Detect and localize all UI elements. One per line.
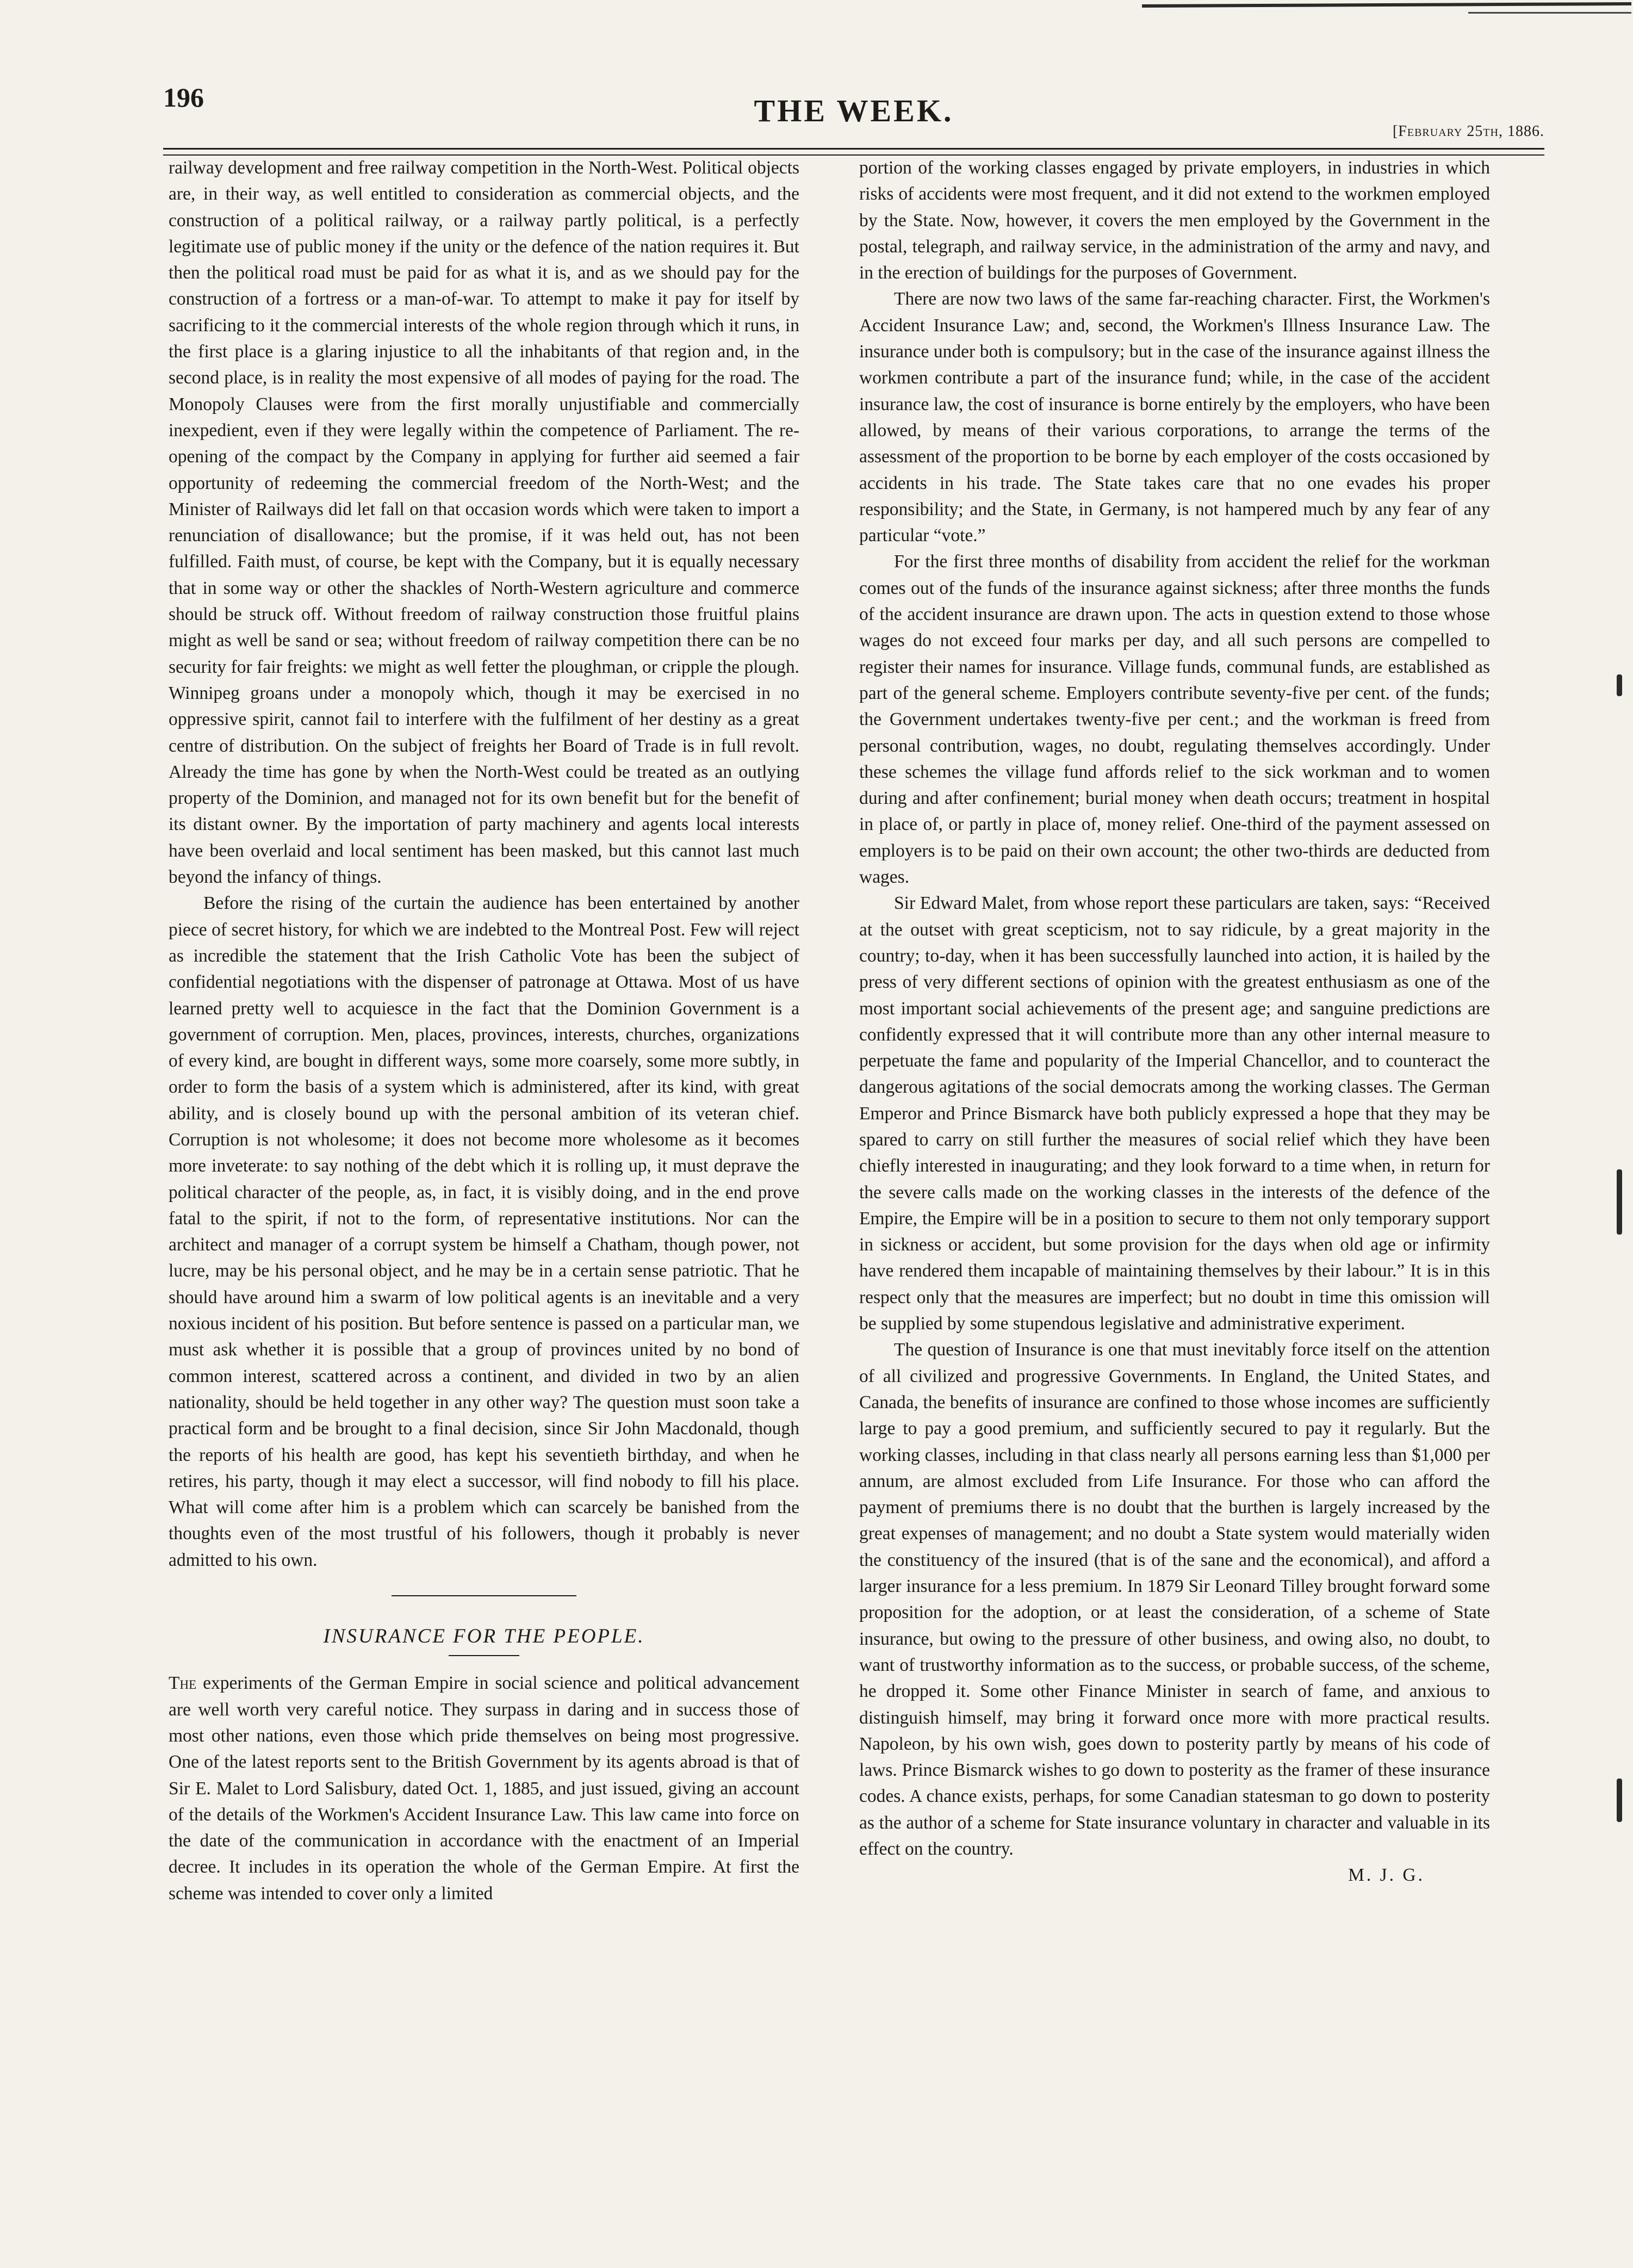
right-paragraph-3: For the first three months of disability from accident the relief for the workman comes out of the funds of the insurance against sickness; after three months the funds of the accident insurance are drawn upon. The acts in question extend to those whose wages do not exceed four marks per day, and all such persons are compelled to register their names for insurance. Village funds, communal funds, are established as part of the general scheme. Employers contribute seventy-five per cent. of the funds; the Government undertakes twenty-five per cent.; and the workman is freed from personal contribution, wages, no doubt, regulating themselves accordingly. Under these schemes the village fund affords relief to the sick workman and to women during and after confinement; burial money when death occurs; treatment in hospital in place of, or partly in place of, money relief. One-third of the payment assessed on employers is to be paid on their own account; the other two-thirds are deducted from wages. — [859, 551, 1490, 888]
left-paragraph-2: Before the rising of the curtain the audience has been entertained by another piece of secret history, for which we are indebted to the Montreal Post. Few will reject as incredible the statement that the Irish Catholic Vote has been the subject of confidential negotiations with the dispenser of patronage at Ottawa. Most of us have learned pretty well to acquiesce in the fact that the Dominion Government is a government of corruption. Men, places, provinces, interests, churches, organizations of every kind, are bought in different ways, some more coarsely, some more subtly, in order to form the basis of a system which is administered, after its kind, with great ability, and is closely bound up with the personal ambition of its veteran chief. Corruption is not wholesome; it does not become more wholesome as it becomes more inveterate: to say nothing of the debt which it is rolling up, it must deprave the political character of the people, as, in fact, it is visibly doing, and in the end prove fatal to the spirit, if not to the form, of representative institutions. Nor can the architect and manager of a corrupt system be himself a Chatham, though power, not lucre, may be his personal object, and he may be in a certain sense patriotic. That he should have around him a swarm of low political agents is an inevitable and a very noxious incident of his position. But before sentence is passed on a particular man, we must ask whether it is possible that a group of provinces united by no bond of common interest, scattered across a continent, and divided in two by an alien nationality, should be held together in any other way? The question must soon take a practical form and be brought to a final decision, since Sir John Macdonald, though the reports of his health are good, has kept his seventieth birthday, and when he retires, his party, though it may elect a successor, will find nobody to fill his place. What will come after him is a problem which can scarcely be banished from the thoughts even of the most trustful of his followers, though it probably is never admitted to his own. — [169, 893, 799, 1570]
header-rule — [163, 148, 1544, 156]
section-divider — [392, 1595, 576, 1596]
title-underline — [449, 1655, 519, 1656]
page-header — [163, 76, 1544, 141]
article-lead-paragraph — [169, 1670, 799, 1907]
lead-text: experiments of the German Empire in social science and political advancement are well worth very careful notice. They surpass in daring and in success those of most other nations, even those which pride themselves on being most progressive. One of the latest reports sent to the British Government by its agents abroad is that of Sir E. Malet to Lord Salisbury, dated Oct. 1, 1885, and just issued, giving an account of the details of the Workmen's Accident Insurance Law. This law came into force on the date of the communication in accordance with the enactment of an Imperial decree. It includes in its operation the whole of the German Empire. At first the scheme was intended to cover only a limited — [169, 1673, 799, 1904]
right-paragraph-2: There are now two laws of the same far-reaching character. First, the Workmen's Accident Insurance Law; and, second, the Workmen's Illness Insurance Law. The insurance under both is compulsory; but in the case of the insurance against illness the workmen contribute a part of the insurance fund; while, in the case of the accident insurance law, the cost of insurance is borne entirely by the employers, who have been allowed, by means of their various corporations, to arrange the terms of the assessment of the proportion to be borne by each employer of the costs occasioned by accidents in his trade. The State takes care that no one evades his proper responsibility; and the State, in Germany, is not hampered much by any fear of any particular “vote.” — [859, 289, 1490, 546]
margin-ink-mark — [1617, 1779, 1622, 1822]
right-paragraph-5: The question of Insurance is one that must inevitably force itself on the attention of all civilized and progressive Governments. In England, the United States, and Canada, the benefits of insurance are confined to those whose incomes are sufficiently large to pay a good premium, and sufficiently secured to pay it regularly. But the working classes, including in that class nearly all persons earning less than $1,000 per annum, are almost excluded from Life Insurance. For those who can afford the payment of premiums there is no doubt that the burthen is largely increased by the great expenses of management; and no doubt a State system would materially widen the constituency of the insured (that is of the sane and the economical), and afford a larger insurance for a less premium. In 1879 Sir Leonard Tilley brought forward some proposition for the adoption, or at least the consideration, of a scheme of State insurance, but owing to the pressure of other business, and owing also, no doubt, to want of trustworthy information as to the success, or probable success, of the scheme, he dropped it. Some other Finance Minister in search of fame, and anxious to distinguish himself, may bring it forward once more with more practical results. Napoleon, by his own wish, goes down to posterity partly by means of his code of laws. Prince Bismarck wishes to go down to posterity as the framer of these insurance codes. A chance exists, perhaps, for some Canadian statesman to go down to posterity as the author of a scheme for State insurance voluntary in character and valuable in its effect on the country. — [859, 1340, 1490, 1859]
issue-date: [February 25th, 1886. — [1392, 123, 1544, 140]
page-edge-rule-thin — [1468, 12, 1631, 14]
left-paragraph-1: railway development and free railway competition in the North-West. Political objects are, in their way, as well entitled to consideration as commercial objects, and the construction of a political railway, or a railway partly political, is a perfectly legitimate use of public money if the unity or the defence of the nation requires it. But then the political road must be paid for as what it is, and as we should pay for the construction of a fortress or a man-of-war. To attempt to make it pay for itself by sacrificing to it the commercial interests of the whole region through which it runs, in the first place is a glaring injustice to all the inhabitants of that region and, in the second place, is in reality the most expensive of all modes of paying for the road. The Monopoly Clauses were from the first morally unjustifiable and commercially inexpedient, even if they were legally within the competence of Parliament. The re-opening of the compact by the Company in applying for further aid seemed a fair opportunity of redeeming the commercial freedom of the North-West; and the Minister of Railways did let fall on that occasion words which were taken to import a renunciation of disallowance; but the promise, if it was held out, has not been fulfilled. Faith must, of course, be kept with the Company, but it is equally necessary that in some way or other the shackles of North-Western agriculture and commerce should be struck off. Without freedom of railway construction those fruitful plains might as well be sand or sea; without freedom of railway competition there can be no security for fair freights: we might as well fetter the ploughman, or cripple the plough. Winnipeg groans under a monopoly which, though it may be exercised in no oppressive spirit, cannot fail to interfere with the fulfilment of her destiny as a great centre of distribution. On the subject of freights her Board of Trade is in full revolt. Already the time has gone by when the North-West could be treated as an outlying property of the Dominion, and managed not for its own benefit but for the benefit of its distant owner. By the importation of party machinery and agents local interests have been overlaid and local sentiment has been masked, but this cannot last much beyond the infancy of things. — [169, 158, 799, 888]
right-paragraph-1: portion of the working classes engaged by private employers, in industries in which risks of accidents were most frequent, and it did not extend to the workmen employed by the State. Now, however, it covers the men employed by the Government in the postal, telegraph, and railway service, in the administration of the army and navy, and in the erection of buildings for the purposes of Government. — [859, 158, 1490, 283]
margin-ink-mark — [1617, 1169, 1622, 1235]
left-column — [169, 155, 799, 1907]
masthead-title: THE WEEK. — [754, 93, 954, 128]
margin-ink-mark — [1617, 674, 1622, 696]
page-number: 196 — [163, 82, 204, 113]
page-edge-rule — [1142, 2, 1631, 8]
right-column — [859, 155, 1490, 1889]
lead-word: The — [169, 1673, 197, 1694]
author-signature: M. J. G. — [1348, 1865, 1425, 1886]
right-paragraph-4: Sir Edward Malet, from whose report these particulars are taken, says: “Received at the outset with great scepticism, not to say ridicule, by a great majority in the country; to-day, when it has been successfully launched into action, it is hailed by the press of very different sections of opinion with the greatest enthusiasm as one of the most important social achievements of the present age; and sanguine predictions are confidently expressed that it will contribute more than any other internal measure to perpetuate the fame and popularity of the Imperial Chancellor, and to counteract the dangerous agitations of the social democrats among the working classes. The German Emperor and Prince Bismarck have both publicly expressed a hope that they may be spared to carry on still further the measures of social relief which they have been chiefly interested in inaugurating; and they look forward to a time when, in return for the severe calls made on the working classes in the interests of the defence of the Empire, the Empire will be in a position to secure to them not only temporary support in sickness or accident, but some provision for the days when old age or infirmity have rendered them incapable of maintaining themselves by their labour.” It is in this respect only that the measures are imperfect; but no doubt in time this omission will be supplied by some stupendous legislative and administrative experiment. — [859, 893, 1490, 1334]
article-title: INSURANCE FOR THE PEOPLE. — [323, 1625, 645, 1648]
